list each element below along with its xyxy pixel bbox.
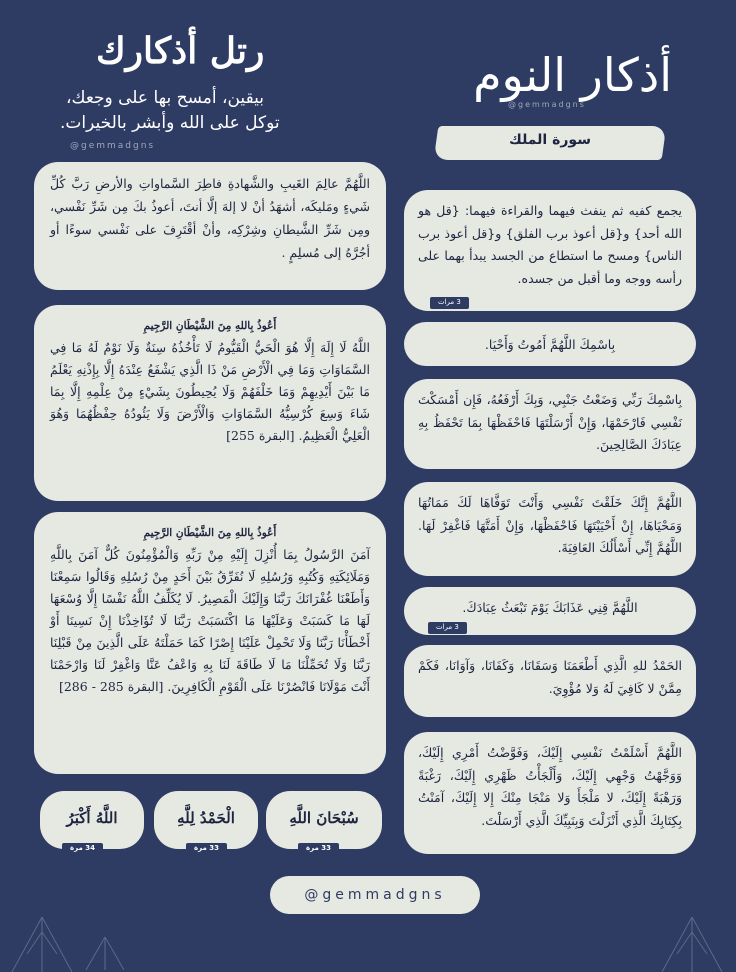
- tree-left-small-icon: [82, 934, 128, 970]
- tree-left-icon: [2, 912, 82, 972]
- page-title: أذكار النوم: [473, 48, 672, 102]
- footer-handle: @gemmadgns: [304, 887, 446, 903]
- zikr-card-baqarah-end: [34, 512, 386, 774]
- header-watermark: @gemmadgns: [70, 141, 156, 151]
- zikr-text: اللَّهُمَّ أَسْلَمْتُ نَفْسِي إِلَيْكَ، وَفَوَّضْتُ أَمْرِي إِلَيْكَ، وَوَجَّهْتُ وَجْهِي إِلَيْكَ، وَأَلْجَأْتُ ظَهْرِي إِلَيْكَ، رَغْبَةً وَرَهْبَةً إِلَيْكَ، لا مَلْجَأَ وَلا مَنْجَا مِنْكَ إِلا إِلَيْكَ، آمَنْتُ بِكِتَابِكَ الَّذِي أَنْزَلْتَ وَبِنَبِيِّكَ الَّذِي أَرْسَلْتَ.: [418, 745, 682, 828]
- tree-right-icon: [652, 912, 732, 972]
- zikr-card-muawwidhat: [404, 190, 696, 311]
- repeat-badge: 33 مرة: [298, 843, 339, 855]
- zikr-card-aslamtu-nafsi: [404, 732, 696, 854]
- tasbih-alhamdulillah: [154, 791, 258, 853]
- tasbih-text: سُبْحَانَ اللَّهِ: [289, 809, 359, 827]
- zikr-text: اللَّهُمَّ عالِمَ الغَيبِ والشَّهادةِ فاطِرَ السَّماواتِ والأرضِ رَبَّ كُلِّ شَيءٍ ومَليكَه، أشهَدُ أنْ لا إلهَ إلَّا أنتَ، أعوذُ بكَ مِن شَرِّ نَفْسي، ومِن شَرِّ الشَّيطانِ وشِرْكِه، وأنْ أقْتَرِفَ على نَفْسي سوءًا أو أجُرَّهُ إلى مُسلِمٍ .: [50, 176, 370, 261]
- repeat-badge: 3 مرات: [428, 622, 467, 634]
- zikr-text: اللَّهُمَّ إِنَّكَ خَلَقْتَ نَفْسِي وَأَنْتَ تَوَفَّاهَا لَكَ مَمَاتُهَا وَمَحْيَاهَا، إِنْ أَحْيَيْتَهَا فَاحْفَظْهَا، وَإِنْ أَمَتَّهَا فَاغْفِرْ لَهَا. اللَّهُمَّ إِنِّي أَسْأَلُكَ العَافِيَةَ.: [418, 495, 682, 555]
- zikr-card-wadatu-janbi: [404, 379, 696, 469]
- repeat-badge: 34 مرة: [62, 843, 103, 855]
- zikr-text: بِاسْمِكَ اللَّهُمَّ أَمُوتُ وَأَحْيَا.: [484, 337, 616, 352]
- zikr-text: بِاسْمِكَ رَبِّي وَضَعْتُ جَنْبِي، وَبِكَ أَرْفَعُهُ، فَإِن أَمْسَكْتَ نَفْسِي فَارْحَمْهَا، وَإِنْ أَرْسَلْتَهَا فَاحْفَظْهَا بِمَا تَحْفَظُ بِهِ عِبَادَكَ الصَّالِحِينَ.: [418, 392, 682, 452]
- istiadha-heading: أَعُوذُ بِاللهِ مِنَ الشَّيْطَانِ الرَّجِيمِ: [143, 320, 277, 332]
- istiadha-heading: أَعُوذُ بِاللهِ مِنَ الشَّيْطَانِ الرَّجِيمِ: [143, 527, 277, 539]
- zikr-card-alhamdulillah-atamana: [404, 645, 696, 717]
- header-subtitle-line1: بيقين، أمسح بها على وجعك،: [66, 88, 265, 108]
- surah-label: سورة الملك: [509, 132, 591, 148]
- zikr-card-qini-adhabak: [404, 587, 696, 635]
- footer-handle-pill: [270, 876, 480, 914]
- tasbih-allahuakbar: [40, 791, 144, 853]
- tasbih-text: اللَّهُ أَكْبَرُ: [66, 809, 118, 827]
- repeat-badge: 3 مرات: [430, 297, 469, 309]
- zikr-text: آمَنَ الرَّسُولُ بِمَا أُنْزِلَ إِلَيْهِ مِنْ رَبِّهِ وَالْمُؤْمِنُونَ كُلٌّ آمَنَ بِاللَّهِ وَمَلَائِكَتِهِ وَكُتُبِهِ وَرُسُلِهِ لَا نُفَرِّقُ بَيْنَ أَحَدٍ مِنْ رُسُلِهِ وَقَالُوا سَمِعْنَا وَأَطَعْنَا غُفْرَانَكَ رَبَّنَا وَإِلَيْكَ الْمَصِيرُ. لَا يُكَلِّفُ اللَّهُ نَفْسًا إِلَّا وُسْعَهَا لَهَا مَا كَسَبَتْ وَعَلَيْهَا مَا اكْتَسَبَتْ رَبَّنَا لَا تُؤَاخِذْنَا إِنْ نَسِينَا أَوْ أَخْطَأْنَا رَبَّنَا وَلَا تَحْمِلْ عَلَيْنَا إِصْرًا كَمَا حَمَلْتَهُ عَلَى الَّذِينَ مِنْ قَبْلِنَا رَبَّنَا وَلَا تُحَمِّلْنَا مَا لَا طَاقَةَ لَنَا بِهِ وَاعْفُ عَنَّا وَاغْفِرْ لَنَا وَارْحَمْنَا أَنْتَ مَوْلَانَا فَانْصُرْنَا عَلَى الْقَوْمِ الْكَافِرِينَ. [البقرة 285 - 286]: [50, 547, 370, 694]
- zikr-card-khalaqta-nafsi: [404, 482, 696, 576]
- zikr-text: يجمع كفيه ثم ينفث فيهما والقراءة فيهما: {قل هو الله أحد} و{قل أعوذ برب الفلق} و{قل أعوذ برب الناس} ومسح ما استطاع من الجسد يبدأ بهما على رأسه ووجه وما أقبل من جسده.: [418, 203, 682, 286]
- tasbih-text: الْحَمْدُ لِلَّهِ: [177, 809, 235, 827]
- zikr-card-bismika: [404, 322, 696, 366]
- repeat-badge: 33 مرة: [186, 843, 227, 855]
- title-watermark: @gemmadgns: [508, 100, 586, 109]
- zikr-text: اللَّهُمَّ قِنِي عَذَابَكَ يَوْمَ تَبْعَثُ عِبَادَكَ.: [462, 600, 638, 615]
- tasbih-subhanallah: [266, 791, 382, 853]
- header-title: رتل أذكارك: [96, 30, 265, 72]
- zikr-card-ayat-al-kursi: [34, 305, 386, 501]
- zikr-card-alim-al-ghayb: [34, 162, 386, 290]
- header-subtitle-line2: توكل على الله وأبشر بالخيرات.: [60, 113, 280, 133]
- zikr-text: الحَمْدُ للهِ الَّذِي أَطْعَمَنَا وَسَقَانَا، وَكَفَانَا، وَآوَانَا، فَكَمْ مِمَّنْ لا كَافِيَ لَهُ وَلا مُؤْوِيَ.: [418, 658, 682, 696]
- zikr-text: اللَّهُ لَا إِلَهَ إِلَّا هُوَ الْحَيُّ الْقَيُّومُ لَا تَأْخُذُهُ سِنَةٌ وَلَا نَوْمٌ لَهُ مَا فِي السَّمَاوَاتِ وَمَا فِي الْأَرْضِ مَنْ ذَا الَّذِي يَشْفَعُ عِنْدَهُ إِلَّا بِإِذْنِهِ يَعْلَمُ مَا بَيْنَ أَيْدِيهِمْ وَمَا خَلْفَهُمْ وَلَا يُحِيطُونَ بِشَيْءٍ مِنْ عِلْمِهِ إِلَّا بِمَا شَاءَ وَسِعَ كُرْسِيُّهُ السَّمَاوَاتِ وَالْأَرْضَ وَلَا يَئُودُهُ حِفْظُهُمَا وَهُوَ الْعَلِيُّ الْعَظِيمُ. [البقرة 255]: [50, 340, 370, 443]
